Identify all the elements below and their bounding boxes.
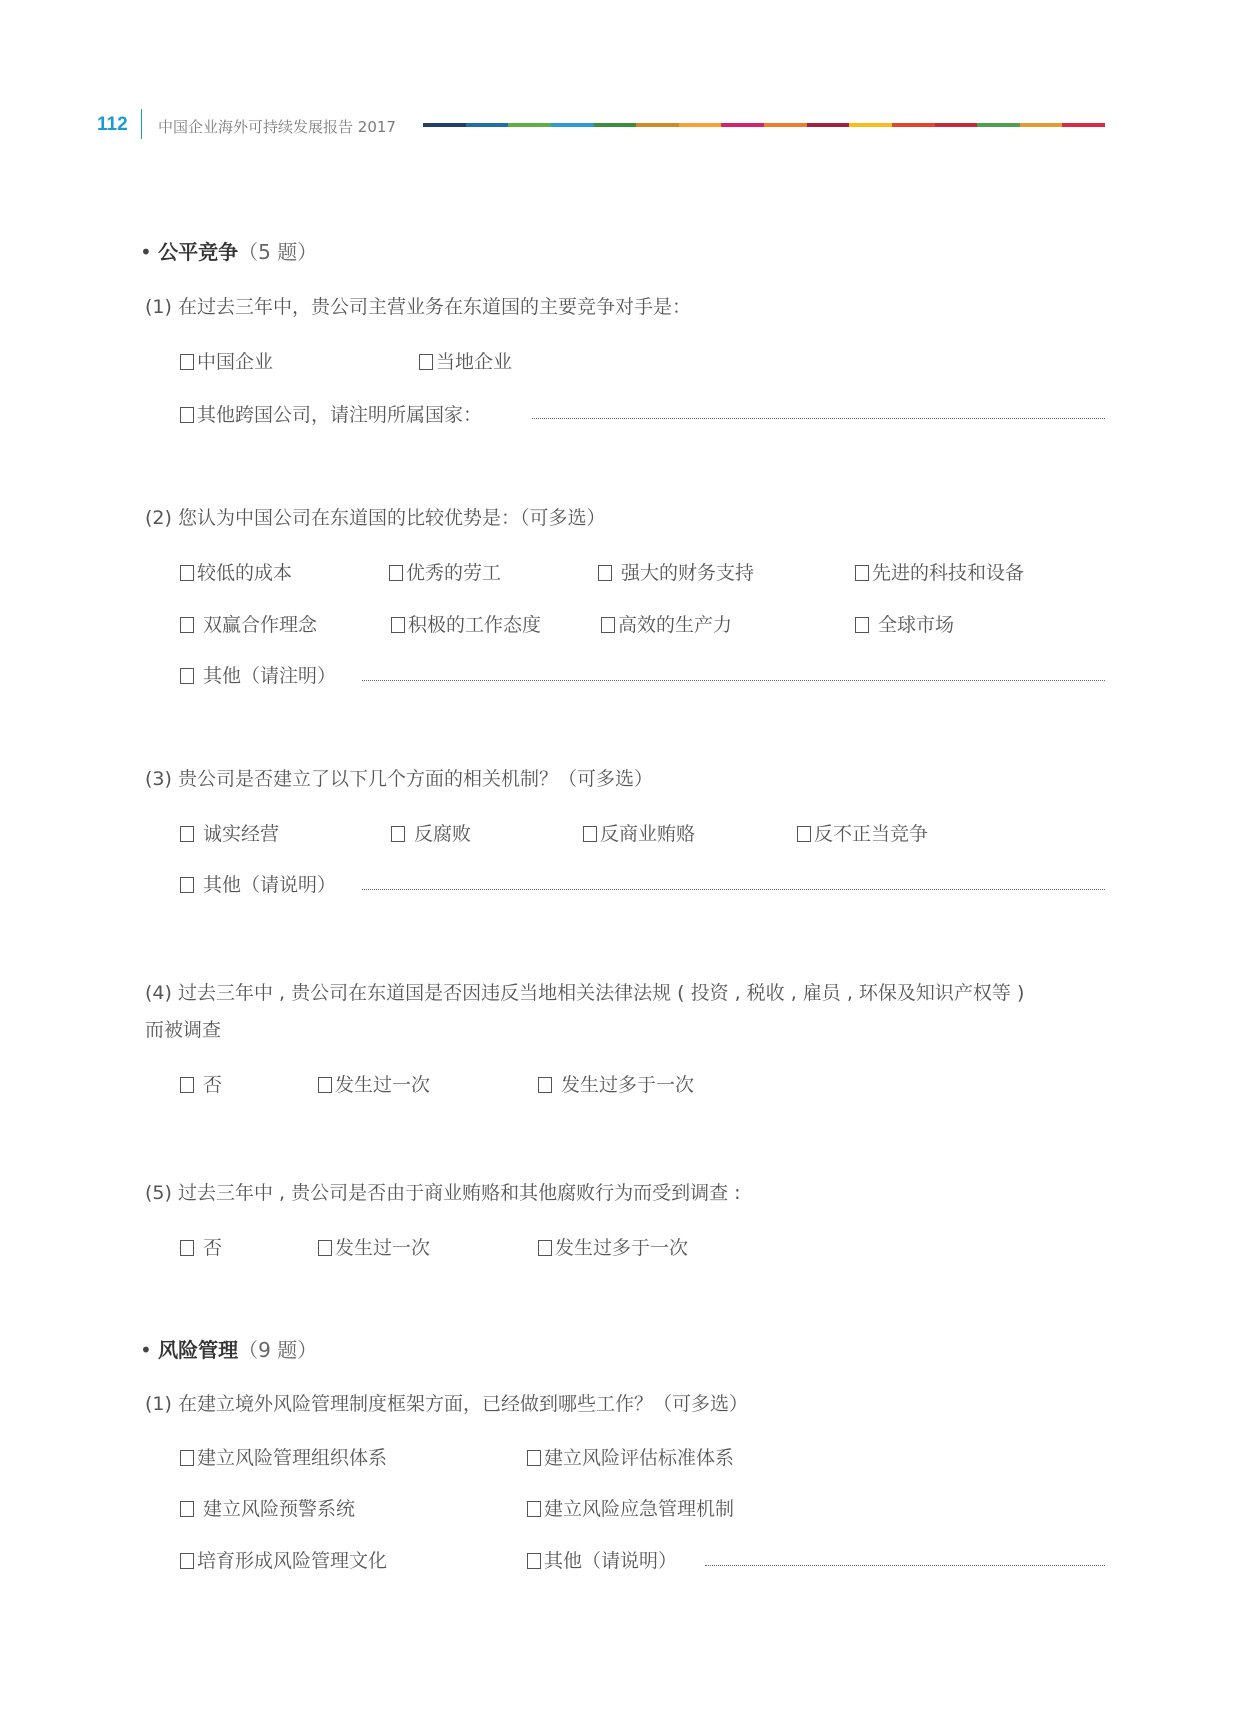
header-divider (141, 109, 142, 139)
checkbox[interactable] (180, 1240, 194, 1256)
option[interactable]: 其他（请说明） (180, 870, 336, 897)
checkbox[interactable] (391, 617, 405, 633)
section-count: （5 题） (238, 240, 318, 264)
option[interactable]: 建立风险预警系统 (180, 1494, 355, 1521)
checkbox[interactable] (180, 617, 194, 633)
checkbox[interactable] (527, 1553, 541, 1569)
question-2: (2) 您认为中国公司在东道国的比较优势是：（可多选） (145, 507, 606, 529)
color-bar-segment (849, 123, 892, 127)
checkbox[interactable] (389, 565, 403, 581)
page-number: 112 (97, 114, 128, 135)
checkbox[interactable] (180, 1553, 194, 1569)
risk-question-1: (1) 在建立境外风险管理制度框架方面，已经做到哪些工作？（可多选） (145, 1393, 748, 1415)
option[interactable]: 建立风险评估标准体系 (527, 1443, 734, 1470)
option[interactable]: 建立风险管理组织体系 (180, 1443, 387, 1470)
color-bar-segment (892, 123, 935, 127)
checkbox[interactable] (180, 1077, 194, 1093)
checkbox[interactable] (180, 826, 194, 842)
checkbox[interactable] (180, 877, 194, 893)
color-bar-segment (721, 123, 764, 127)
option[interactable]: 其他跨国公司，请注明所属国家： (180, 400, 482, 427)
checkbox[interactable] (538, 1240, 552, 1256)
color-bar-segment (935, 123, 978, 127)
fill-in-line[interactable] (362, 889, 1105, 890)
question-4-line-2: 而被调查 (145, 1019, 222, 1041)
color-bar-segment (807, 123, 850, 127)
section-heading-risk-management (140, 1334, 317, 1363)
checkbox[interactable] (180, 1450, 194, 1466)
option[interactable]: 高效的生产力 (601, 610, 732, 637)
color-bar-segment (764, 123, 807, 127)
color-bar-segment (1062, 123, 1105, 127)
checkbox[interactable] (180, 1501, 194, 1517)
option[interactable]: 发生过一次 (318, 1233, 430, 1260)
checkbox[interactable] (527, 1450, 541, 1466)
color-bar-segment (508, 123, 551, 127)
fill-in-line[interactable] (705, 1565, 1105, 1566)
option[interactable]: 先进的科技和设备 (855, 558, 1024, 585)
question-3: (3) 贵公司是否建立了以下几个方面的相关机制？（可多选） (145, 768, 653, 790)
color-bar-segment (466, 123, 509, 127)
color-bar-segment (551, 123, 594, 127)
checkbox[interactable] (180, 407, 194, 423)
checkbox[interactable] (538, 1077, 552, 1093)
checkbox[interactable] (318, 1240, 332, 1256)
option[interactable]: 反腐败 (391, 819, 471, 846)
fill-in-line[interactable] (532, 418, 1105, 419)
color-bar-segment (977, 123, 1020, 127)
color-bar-segment (679, 123, 722, 127)
option[interactable]: 双赢合作理念 (180, 610, 317, 637)
option[interactable]: 否 (180, 1233, 222, 1260)
option[interactable]: 培育形成风险管理文化 (180, 1546, 387, 1573)
option[interactable]: 反不正当竞争 (797, 819, 928, 846)
color-bar-segment (594, 123, 637, 127)
option[interactable]: 反商业贿赂 (583, 819, 695, 846)
section-title: 风险管理 (158, 1338, 239, 1362)
option[interactable]: 优秀的劳工 (389, 558, 501, 585)
question-1: (1) 在过去三年中，贵公司主营业务在东道国的主要竞争对手是： (145, 296, 691, 318)
color-bar (423, 123, 1105, 127)
option[interactable]: 诚实经营 (180, 819, 279, 846)
option[interactable]: 其他（请说明） (527, 1546, 677, 1573)
color-bar-segment (423, 123, 466, 127)
section-bullet: • (140, 240, 152, 264)
checkbox[interactable] (180, 354, 194, 370)
option[interactable]: 否 (180, 1070, 222, 1097)
checkbox[interactable] (419, 354, 433, 370)
checkbox[interactable] (180, 668, 194, 684)
option[interactable]: 当地企业 (419, 347, 512, 374)
option[interactable]: 发生过多于一次 (538, 1070, 694, 1097)
option[interactable]: 全球市场 (855, 610, 954, 637)
checkbox[interactable] (797, 826, 811, 842)
option[interactable]: 中国企业 (180, 347, 273, 374)
checkbox[interactable] (318, 1077, 332, 1093)
checkbox[interactable] (598, 565, 612, 581)
checkbox[interactable] (855, 617, 869, 633)
checkbox[interactable] (391, 826, 405, 842)
section-title: 公平竞争 (158, 240, 239, 264)
option[interactable]: 发生过多于一次 (538, 1233, 688, 1260)
checkbox[interactable] (583, 826, 597, 842)
checkbox[interactable] (180, 565, 194, 581)
option[interactable]: 建立风险应急管理机制 (527, 1494, 734, 1521)
running-header-title: 中国企业海外可持续发展报告 2017 (158, 118, 396, 136)
checkbox[interactable] (855, 565, 869, 581)
fill-in-line[interactable] (362, 680, 1105, 681)
question-5: (5) 过去三年中 , 贵公司是否由于商业贿赂和其他腐败行为而受到调查 : (145, 1182, 741, 1204)
color-bar-segment (636, 123, 679, 127)
option[interactable]: 发生过一次 (318, 1070, 430, 1097)
question-4-line-1: (4) 过去三年中 , 贵公司在东道国是否因违反当地相关法律法规 ( 投资 , 税收 , 雇员 , 环保及知识产权等 ) (145, 982, 1025, 1004)
section-heading-fair-competition (140, 236, 317, 265)
checkbox[interactable] (601, 617, 615, 633)
option[interactable]: 其他（请注明） (180, 661, 336, 688)
option[interactable]: 强大的财务支持 (598, 558, 754, 585)
section-count: （9 题） (238, 1338, 318, 1362)
color-bar-segment (1020, 123, 1063, 127)
section-bullet: • (140, 1338, 152, 1362)
option[interactable]: 较低的成本 (180, 558, 292, 585)
checkbox[interactable] (527, 1501, 541, 1517)
option[interactable]: 积极的工作态度 (391, 610, 541, 637)
